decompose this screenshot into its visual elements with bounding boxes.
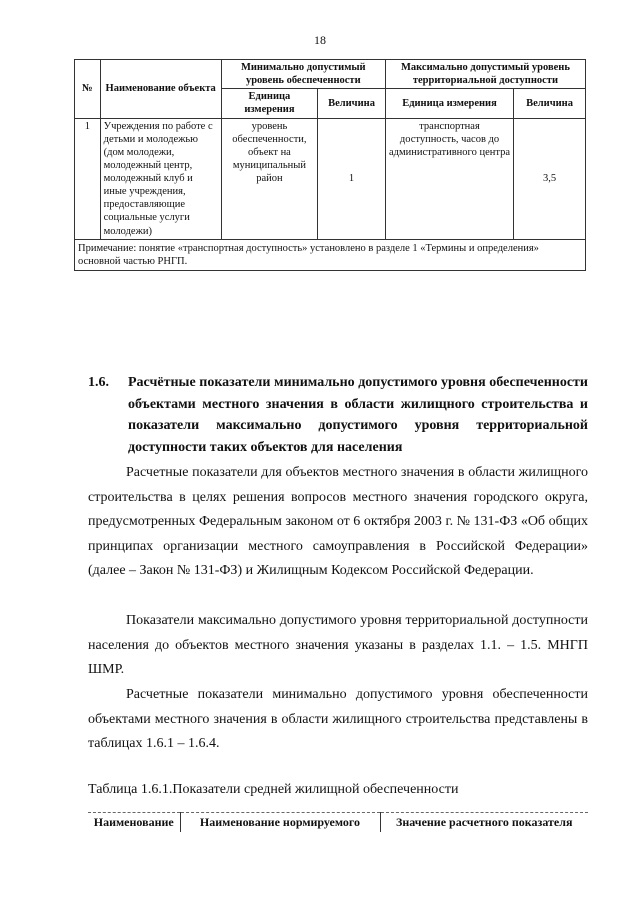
row-max-value: 3,5 (514, 118, 586, 239)
table-row (75, 118, 586, 239)
header-max-value: Величина (514, 89, 586, 118)
page-number: 18 (314, 33, 326, 47)
header-min-unit: Единица измерения (221, 89, 317, 118)
header-max-unit: Единица измерения (385, 89, 513, 118)
row-max-unit: транспортная доступность, часов до административного центра (385, 118, 513, 239)
section-number: 1.6. (88, 375, 109, 390)
header-name: Наименование объекта (100, 60, 221, 119)
header-min-value: Величина (318, 89, 386, 118)
table-caption: Таблица 1.6.1.Показатели средней жилищной обеспеченности (88, 782, 459, 797)
paragraph-1: Расчетные показатели для объектов местного значения в области жилищного строительства в целях решения вопросов местного значения городского округа, предусмотренных Федеральным законом от 6 октября 2003 г. № 131-ФЗ «Об общих принципах организации местного самоуправления в Российской Федерации» (далее – Закон № 131-ФЗ) и Жилищным Кодексом Российской Федерации. (88, 465, 588, 579)
paragraph-3: Расчетные показатели минимально допустимого уровня обеспеченности объектами местного значения в области жилищного строительства представлены в таблицах 1.6.1 – 1.6.4. (88, 687, 588, 752)
t2-header-normed: Наименование нормируемого (180, 813, 380, 833)
section-title: Расчётные показатели минимально допустимого уровня обеспеченности объектами местного значения в области жилищного строительства и показатели максимально допустимого уровня территориальной доступности таких объектов для населения (128, 375, 588, 455)
section-heading (88, 372, 588, 458)
table-note: Примечание: понятие «транспортная доступность» установлено в разделе 1 «Термины и определения» основной частью РНГП. (75, 239, 586, 270)
paragraph-2: Показатели максимально допустимого уровня территориальной доступности населения до объектов местного значения указаны в разделах 1.1. – 1.5. МНГП ШМР. (88, 613, 588, 678)
row-name: Учреждения по работе с детьми и молодежью (дом молодежи, молодежный центр, молодежный клуб и иные учреждения, предоставляющие социальные услуги молодежи) (100, 118, 221, 239)
row-min-unit: уровень обеспеченности, объект на муниципальный район (221, 118, 317, 239)
header-max-level: Максимально допустимый уровень территориальной доступности (385, 60, 585, 89)
header-min-level: Минимально допустимый уровень обеспеченности (221, 60, 385, 89)
header-num: № (75, 60, 101, 119)
t2-header-name: Наименование (88, 813, 180, 833)
t2-header-value: Значение расчетного показателя (380, 813, 588, 833)
row-num: 1 (75, 118, 101, 239)
row-min-value: 1 (318, 118, 386, 239)
facilities-table (74, 59, 586, 271)
housing-table-header (88, 812, 588, 832)
